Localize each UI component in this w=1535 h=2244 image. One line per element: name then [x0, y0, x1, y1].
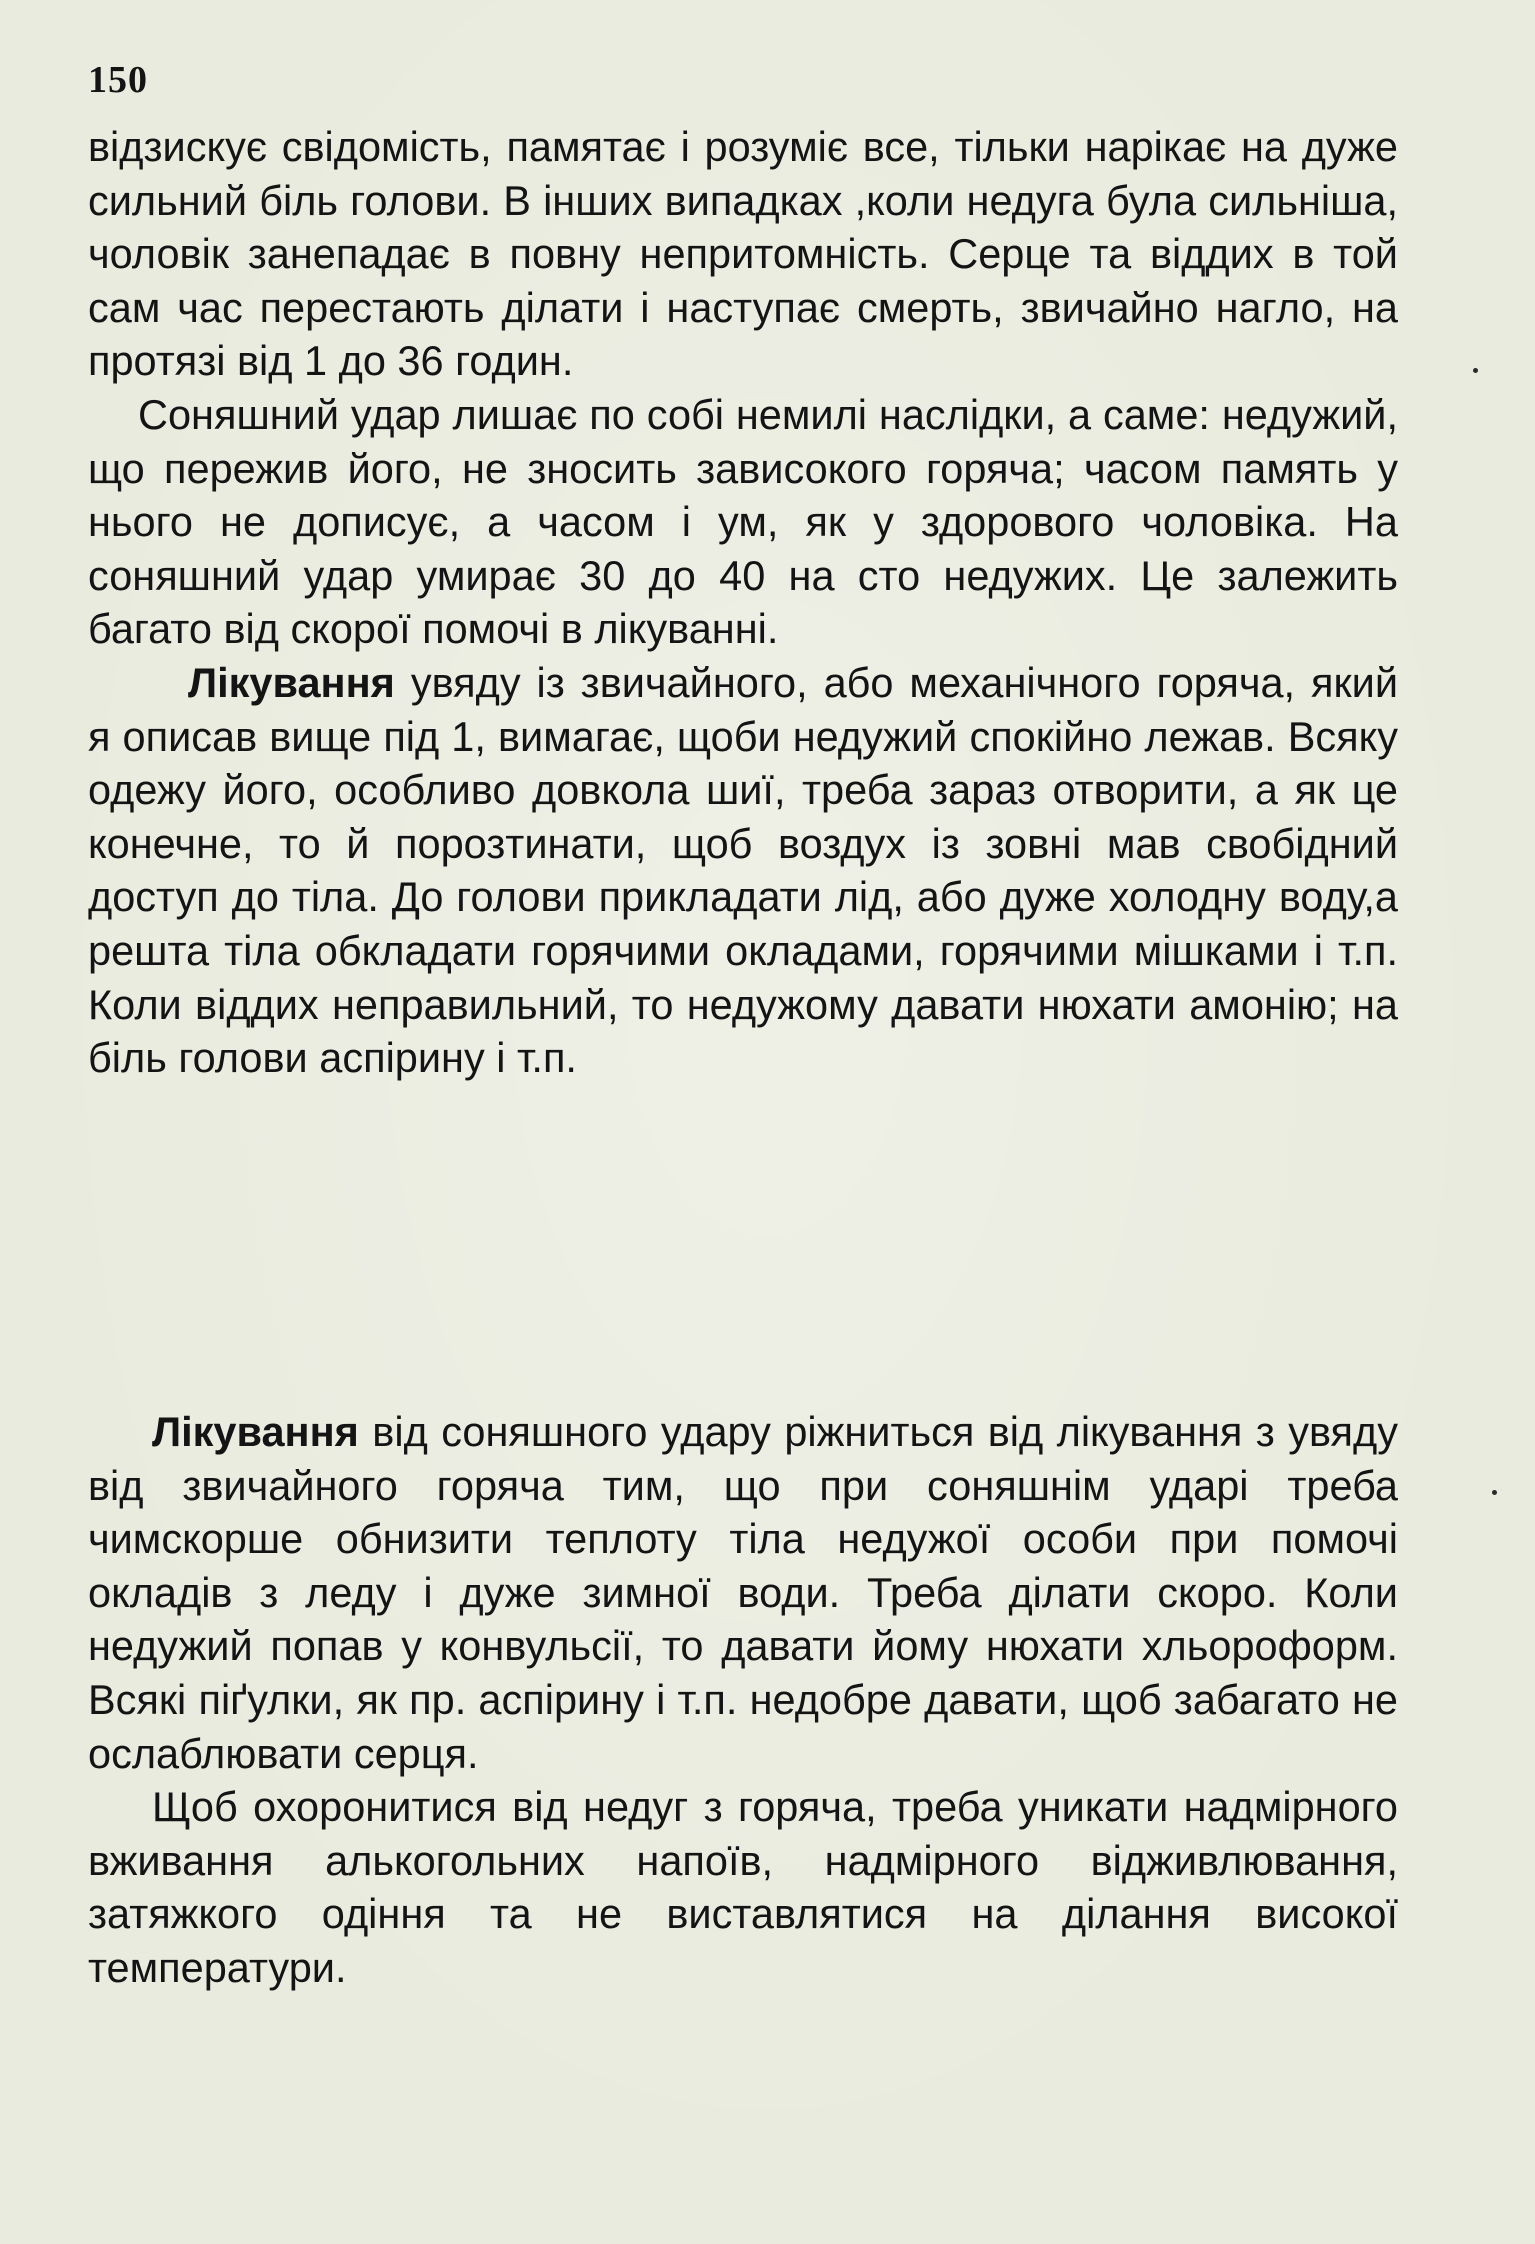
paragraph-prevention: Щоб охоронитися від недуг з горяча, треба уникати надмірного вживання алькогольних напоїв, надмірного відживлювання, затяжкого одіння та не виставлятися на ділання високої температури.	[88, 1783, 1398, 1991]
paper-speck	[1473, 368, 1478, 373]
paragraph-heat-treatment-text: увяду із звичайного, або механічного горяча, який я описав вище під 1, вимагає, щоби недужий спокійно лежав. Всяку одежу його, особливо довкола шиї, треба зараз отворити, а як це конечне, то й порозтинати, щоб воздух із зовні мав свобідний доступ до тіла. До голови прикладати лід, або дуже холодну воду,а решта тіла обкладати горячими окладами, горячими мішками і т.п. Коли віддих неправильний, то недужому давати нюхати амонію; на біль голови аспірину і т.п.	[88, 658, 1398, 1082]
paragraph-heat-treatment	[88, 656, 1398, 1085]
text-section-top	[88, 120, 1398, 1085]
paragraph-continuation: відзискує свідомість, памятає і розуміє все, тільки нарікає на дуже сильний біль голови. В інших випадках ,коли недуга була сильніша, чоловік занепадає в повну непритомність. Серце та віддих в той сам час перестають ділати і наступає смерть, звичайно нагло, на протязі від 1 до 36 годин.	[88, 123, 1398, 385]
paper-speck	[1492, 1490, 1497, 1495]
heading-treatment: Лікування	[188, 658, 395, 706]
heading-treatment-sunstroke: Лікування	[152, 1408, 359, 1455]
paragraph-sunstroke-effects: Соняшний удар лишає по собі немилі наслідки, а саме: недужий, що пережив його, не зносить зависокого горяча; часом память у нього не дописує, а часом і ум, як у здорового чоловіка. На соняшний удар умирає 30 до 40 на сто недужих. Це залежить багато від скорої помочі в лікуванні.	[88, 390, 1398, 653]
text-section-bottom	[88, 1405, 1398, 1995]
paragraph-sunstroke-treatment	[88, 1405, 1398, 1780]
paragraph-sunstroke-treatment-text: від соняшного удару ріжниться від лікування з увяду від звичайного горяча тим, що при соняшнім ударі треба чимскорше обнизити теплоту тіла недужої особи при помочі окладів з леду і дуже зимної води. Треба ділати скоро. Коли недужий попав у конвульсії, то давати йому нюхати хльороформ. Всякі піґулки, як пр. аспірину і т.п. недобре давати, щоб забагато не ослаблювати серця.	[88, 1408, 1398, 1777]
page-number: 150	[88, 59, 148, 101]
